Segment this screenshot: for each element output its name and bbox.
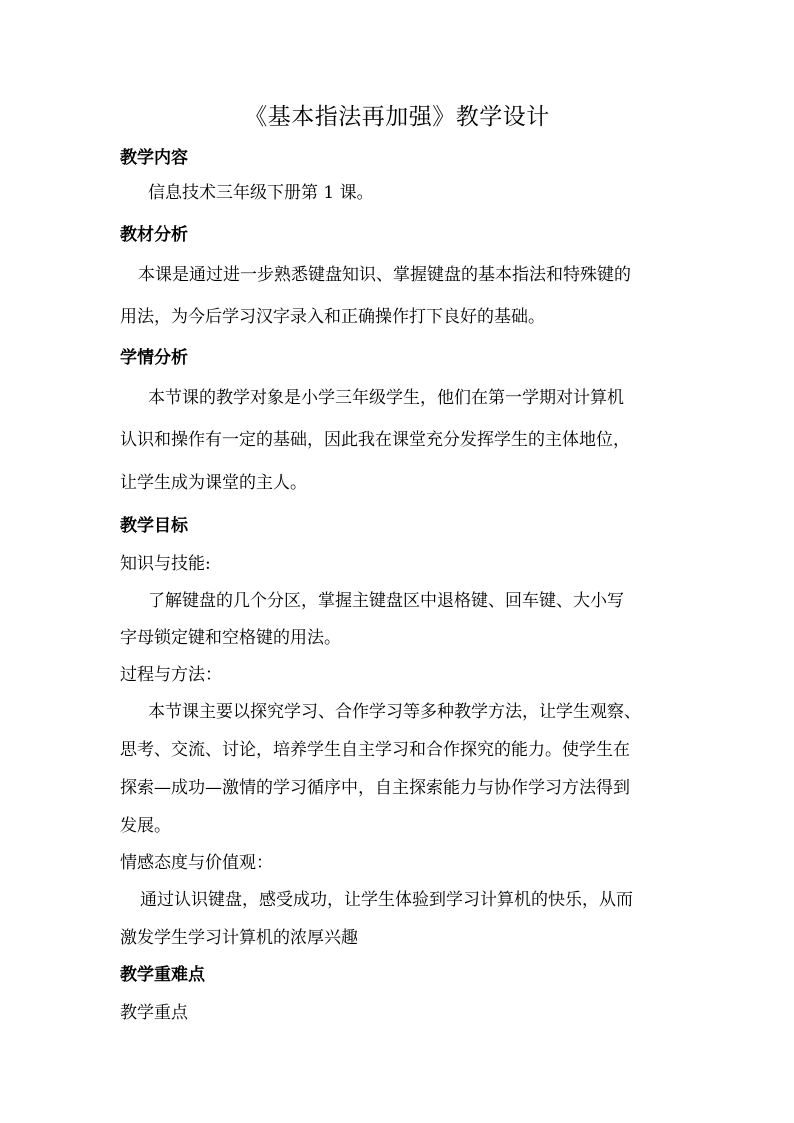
emotion-line-2: 激发学生学习计算机的浓厚兴趣	[120, 928, 358, 948]
student-analysis-line-2: 认识和操作有一定的基础，因此我在课堂充分发挥学生的主体地位，	[120, 430, 630, 450]
knowledge-line-2: 字母锁定键和空格键的用法。	[120, 628, 341, 648]
heading-material-analysis: 教材分析	[120, 225, 188, 245]
process-line-3: 探索—成功—激情的学习循序中，自主探索能力与协作学习方法得到	[120, 778, 630, 798]
student-analysis-line-1: 本节课的教学对象是小学三年级学生，他们在第一学期对计算机	[148, 388, 624, 408]
process-line-1: 本节课主要以探究学习、合作学习等多种教学方法，让学生观察、	[148, 702, 641, 722]
heading-teaching-content: 教学内容	[120, 148, 188, 168]
emotion-values-label: 情感态度与价值观：	[120, 853, 273, 873]
teaching-content-text: 信息技术三年级下册第 1 课。	[148, 183, 374, 203]
document-title: 《基本指法再加强》教学设计	[244, 104, 550, 130]
student-analysis-line-3: 让学生成为课堂的主人。	[120, 473, 307, 493]
emotion-line-1: 通过认识键盘，感受成功，让学生体验到学习计算机的快乐，从而	[140, 890, 633, 910]
process-line-2: 思考、交流、讨论，培养学生自主学习和合作探究的能力。使学生在	[120, 740, 630, 760]
key-points-label: 教学重点	[120, 1003, 188, 1023]
process-line-4: 发展。	[120, 816, 171, 836]
material-analysis-line-2: 用法，为今后学习汉字录入和正确操作打下良好的基础。	[120, 307, 545, 327]
knowledge-skills-label: 知识与技能:	[120, 554, 211, 574]
knowledge-line-1: 了解键盘的几个分区，掌握主键盘区中退格键、回车键、大小写	[148, 591, 624, 611]
heading-teaching-goals: 教学目标	[120, 516, 188, 536]
heading-student-analysis: 学情分析	[120, 348, 188, 368]
process-methods-label: 过程与方法：	[120, 665, 222, 685]
heading-key-difficult-points: 教学重难点	[120, 965, 205, 985]
material-analysis-line-1: 本课是通过进一步熟悉键盘知识、掌握键盘的基本指法和特殊键的	[138, 265, 631, 285]
